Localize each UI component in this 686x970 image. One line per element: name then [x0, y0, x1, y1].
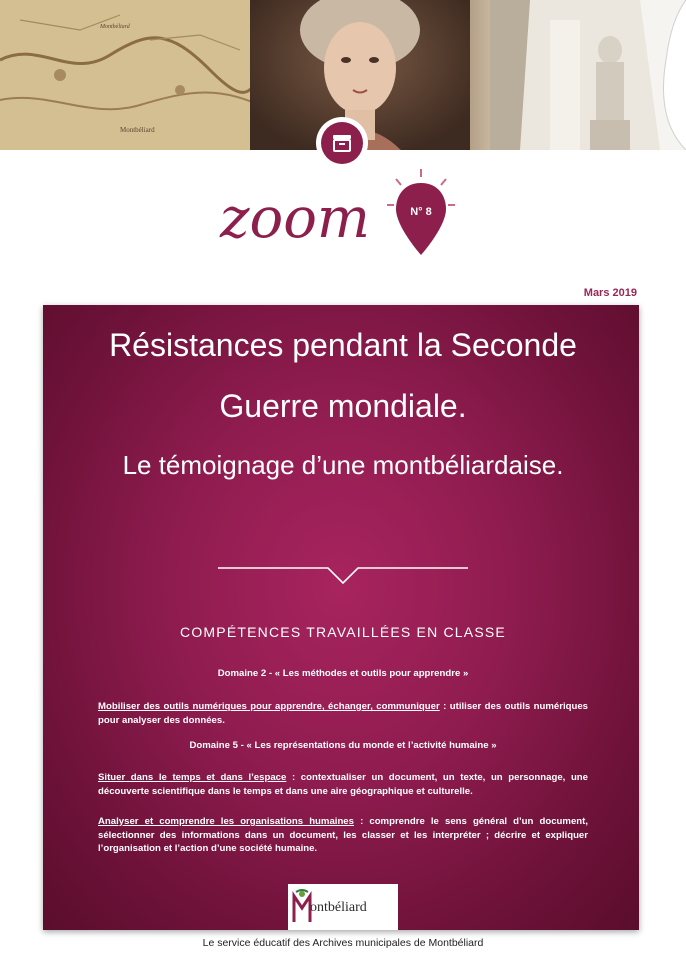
archive-emblem	[318, 119, 366, 167]
montbeliard-m-icon	[292, 888, 312, 926]
competence-2-text: : contextualiser un document, un texte, un personnage, une découverte scientifique dans le temps et dans une aire géographique et culturelle.	[98, 772, 589, 797]
zoom-wordmark: zoom	[220, 186, 371, 251]
competences-heading: COMPÉTENCES TRAVAILLÉES EN CLASSE	[180, 624, 506, 640]
map-sublabel: Montbéliard	[100, 24, 130, 30]
zoom-logo	[210, 165, 470, 285]
map-label: Montbéliard	[120, 126, 155, 134]
publication-date: Mars 2019	[583, 287, 637, 299]
competence-paragraph-3	[98, 815, 588, 856]
competence-1-title: Mobiliser des outils numériques pour apprendre, échanger, communiquer	[98, 701, 440, 712]
old-map-image	[0, 0, 270, 150]
title-line-2: Guerre mondiale.	[219, 388, 467, 424]
issue-number: N° 8	[410, 206, 432, 218]
page-curl	[636, 0, 686, 150]
archive-box-icon	[331, 133, 353, 153]
competence-1-text: : utiliser des outils numériques pour analyser des données.	[98, 701, 588, 726]
subtitle: Le témoignage d’une montbéliardaise.	[122, 450, 564, 480]
chevron-divider	[218, 563, 468, 593]
competence-3-text: : comprendre le sens général d’un document, sélectionner des informations dans un document, les classer et les interpréter ; décrire et expliquer l’organisation et l’action d’une société humaine.	[98, 816, 588, 854]
competence-3-title: Analyser et comprendre les organisations humaines	[98, 816, 354, 827]
competence-2-title: Situer dans le temps et dans l’espace	[98, 772, 287, 783]
montbeliard-logo-text: ontbéliard	[310, 900, 367, 915]
domaine-5-heading: Domaine 5 - « Les représentations du monde et l’activité humaine »	[189, 740, 497, 751]
footer-text: Le service éducatif des Archives municipales de Montbéliard	[202, 937, 484, 949]
competence-paragraph-2	[98, 771, 588, 798]
montbeliard-logo	[288, 884, 398, 930]
competence-paragraph-1	[98, 700, 588, 727]
title-line-1: Résistances pendant la Seconde	[109, 327, 577, 363]
domaine-2-heading: Domaine 2 - « Les méthodes et outils pour apprendre »	[217, 668, 469, 679]
map-pin-icon	[387, 169, 455, 255]
